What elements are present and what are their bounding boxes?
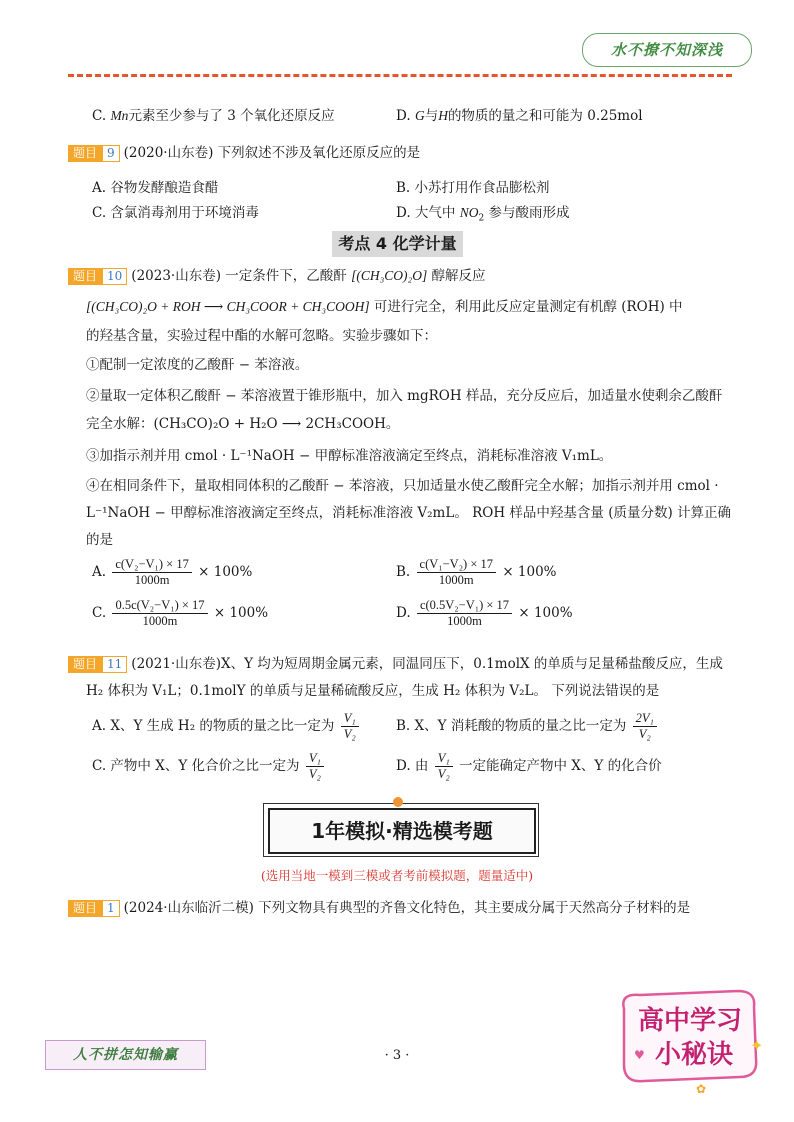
section-title: 考点 4 化学计量 bbox=[332, 231, 463, 257]
question-tag: 题目 9 bbox=[68, 145, 120, 162]
banner-title: 1年模拟·精选模考题 bbox=[268, 808, 536, 854]
badge-graphic bbox=[610, 985, 770, 1095]
q10-step2-line1: ②量取一定体积乙酸酐 − 苯溶液置于锥形瓶中，加入 mgROH 样品，充分反应后，加适量水使剩余乙酸酐 bbox=[86, 388, 723, 404]
q11-option-c: C. 产物中 X、Y 化合价之比一定为 $\frac{\text{V₁}}{\text{V₂}}$ bbox=[92, 751, 326, 782]
sparkle-icon: ✦ bbox=[750, 1036, 764, 1055]
question-tag: 题目 1 bbox=[68, 900, 120, 917]
q11-option-a: A. X、Y 生成 H₂ 的物质的量之比一定为 $\frac{\text{V₁}}{\text{V₂}}$ bbox=[92, 711, 361, 742]
q10-step4-line3: 的是 bbox=[86, 532, 113, 548]
question-tag: 题目 11 bbox=[68, 656, 127, 673]
q10-step1: ①配制一定浓度的乙酸酐 − 苯溶液。 bbox=[86, 357, 309, 373]
q1-stem: 题目 1 (2024·山东临沂二模) 下列文物具有典型的齐鲁文化特色，其主要成分属于天然高分子材料的是 bbox=[68, 896, 690, 917]
q10-option-c: C. $\frac{\text{0.5c(V₂−V₁) × 17}}{1000m}$ × 100% bbox=[92, 598, 269, 628]
banner-subtitle: (选用当地一模到三模或者考前模拟题，题量适中) bbox=[260, 868, 534, 883]
q9-option-b: B. 小苏打用作食品膨松剂 bbox=[396, 180, 550, 196]
q10-stem-line2: [(CH₃CO)₂O + ROH ⟶ CH₃COOR + CH₃COOH] 可进行完全，利用此反应定量测定有机醇 (ROH) 中 bbox=[86, 299, 683, 315]
q10-stem-line1: 题目 10 (2023·山东卷) 一定条件下，乙酸酐 [(CH₃CO)₂O] 醇解反应 bbox=[68, 264, 486, 285]
flower-icon: ✿ bbox=[696, 1082, 707, 1095]
q10-stem-line3: 的羟基含量，实验过程中酯的水解可忽略。实验步骤如下： bbox=[86, 328, 437, 344]
header-dashed-divider bbox=[68, 74, 732, 77]
q10-option-a: A. $\frac{\text{c(V₂−V₁) × 17}}{1000m}$ × 100% bbox=[92, 557, 253, 587]
page-number: · 3 · bbox=[384, 1048, 410, 1063]
q9-stem: 题目 9 (2020·山东卷) 下列叙述不涉及氧化还原反应的是 bbox=[68, 141, 420, 162]
badge-line2: 小秘诀 bbox=[654, 1040, 734, 1070]
q9-option-c: C. 含氯消毒剂用于环境消毒 bbox=[92, 205, 259, 221]
q11-stem-line2: H₂ 体积为 V₁L；0.1molY 的单质与足量稀硫酸反应，生成 H₂ 体积为 V₂L。 下列说法错误的是 bbox=[86, 683, 660, 699]
q9-option-d: D. 大气中 $NO_2$ 参与酸雨形成 bbox=[396, 205, 570, 224]
q10-option-d: D. $\frac{\text{c(0.5V₂−V₁) × 17}}{1000m}$ × 100% bbox=[396, 598, 573, 628]
question-tag: 题目 10 bbox=[68, 268, 127, 285]
heart-icon: ♥ bbox=[634, 1048, 645, 1062]
banner-dot bbox=[393, 797, 403, 807]
footer-motto: 人不拼怎知输赢 bbox=[45, 1040, 206, 1070]
study-tips-badge bbox=[610, 985, 770, 1095]
q10-step3: ③加指示剂并用 cmol · L⁻¹NaOH − 甲醇标准溶液滴定至终点，消耗标准溶液 V₁mL。 bbox=[86, 448, 613, 464]
q11-stem-line1: 题目 11 (2021·山东卷)X、Y 均为短周期金属元素，同温同压下，0.1molX 的单质与足量稀盐酸反应，生成 bbox=[68, 652, 723, 673]
q10-step2-line2: 完全水解：(CH₃CO)₂O + H₂O ⟶ 2CH₃COOH。 bbox=[86, 416, 400, 432]
q11-option-d: D. 由 $\frac{\text{V₁}}{\text{V₂}}$ 一定能确定产物中 X、Y 的化合价 bbox=[396, 751, 662, 781]
q8-option-d: D. G与H的物质的量之和可能为 0.25mol bbox=[396, 108, 643, 124]
q9-option-a: A. 谷物发酵酿造食醋 bbox=[92, 180, 219, 196]
q10-step4-line2: L⁻¹NaOH − 甲醇标准溶液滴定至终点，消耗标准溶液 V₂mL。 ROH 样品中羟基含量 (质量分数) 计算正确 bbox=[86, 505, 732, 521]
q11-option-b: B. X、Y 消耗酸的物质的量之比一定为 $\frac{\text{2V₁}}{\text{V₂}}$ bbox=[396, 711, 659, 742]
q10-step4-line1: ④在相同条件下，量取相同体积的乙酸酐 − 苯溶液，只加适量水使乙酸酐完全水解；加指示剂并用 cmol · bbox=[86, 478, 719, 494]
header-motto: 水不撩不知深浅 bbox=[582, 33, 752, 67]
badge-line1: 高中学习 bbox=[637, 1006, 743, 1036]
q8-option-c: C. Mn元素至少参与了 3 个氧化还原反应 bbox=[92, 108, 335, 124]
q10-option-b: B. $\frac{\text{c(V₁−V₂) × 17}}{1000m}$ × 100% bbox=[396, 557, 557, 587]
